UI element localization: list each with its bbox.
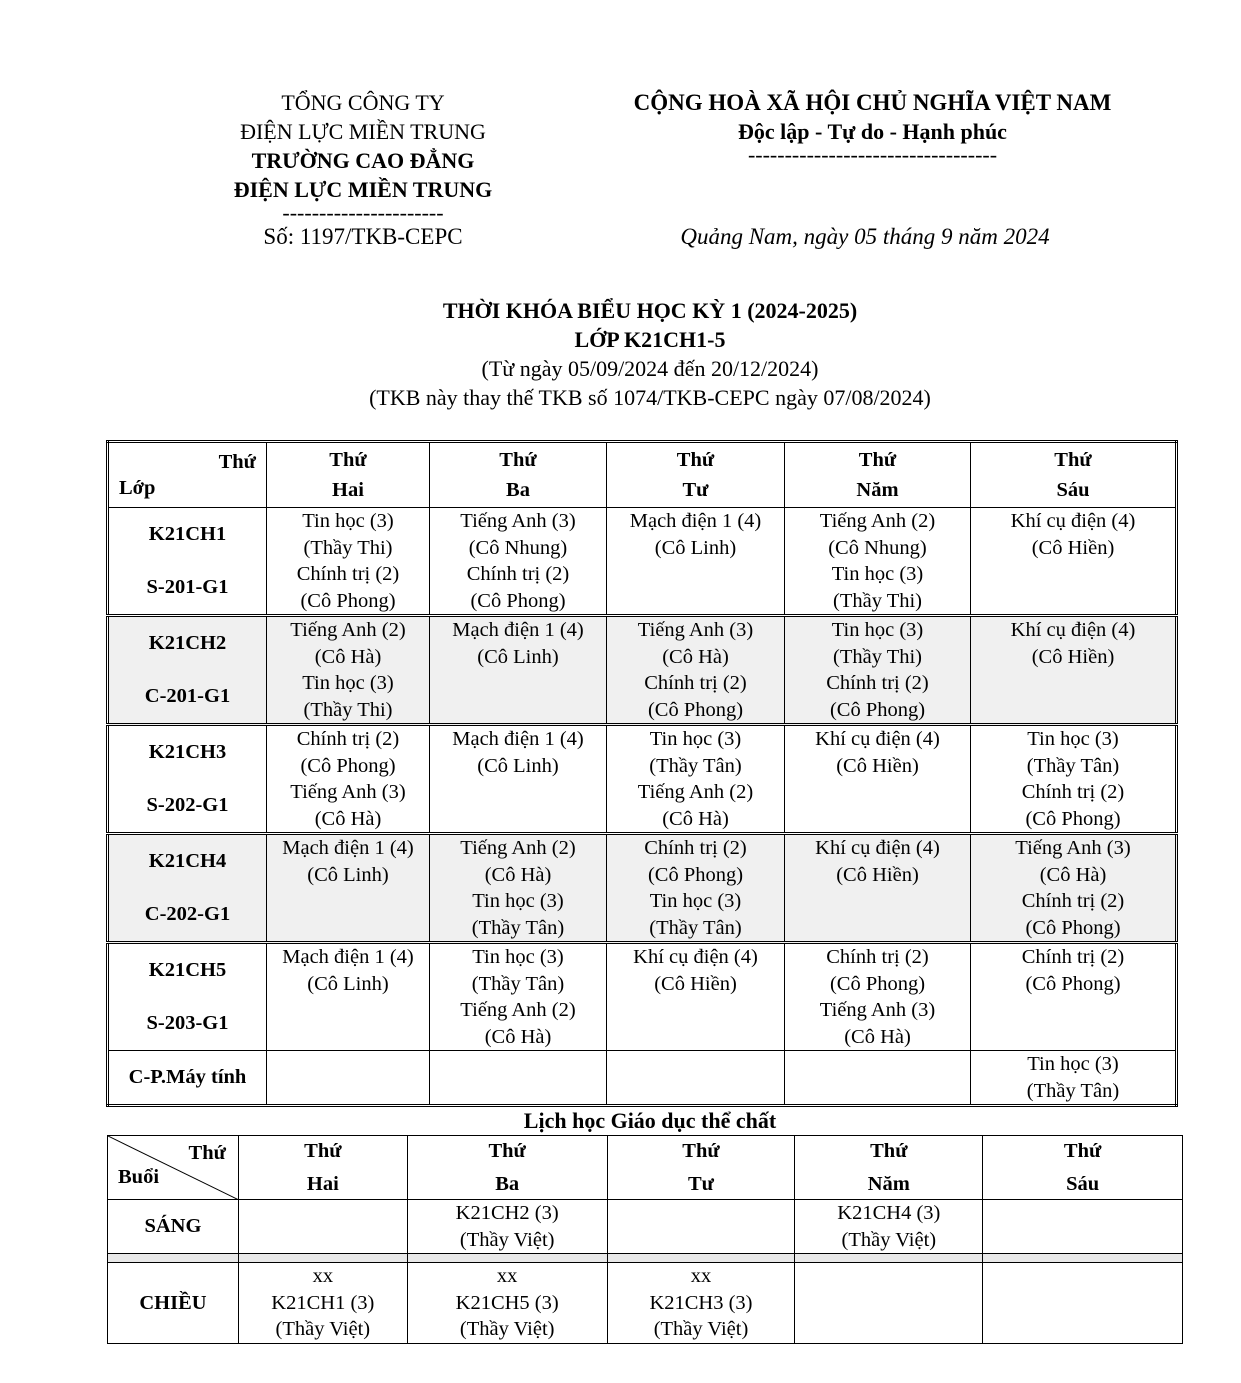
lesson-line: Mạch điện 1 (4) bbox=[452, 619, 584, 641]
class-name: K21CH1 bbox=[148, 523, 227, 545]
lesson-line: Tiếng Anh (3) bbox=[819, 999, 936, 1021]
lesson-line: (Cô Hà) bbox=[844, 1025, 911, 1048]
lesson-cell bbox=[971, 725, 1177, 834]
document-title bbox=[100, 296, 1200, 412]
pe-corner-thu: Thứ bbox=[188, 1142, 226, 1164]
lesson-line: Chính trị (2) bbox=[1021, 946, 1125, 968]
pe-corner-buoi: Buổi bbox=[118, 1166, 160, 1188]
pe-afternoon-cell: xx K21CH5 (3) (Thầy Việt) bbox=[407, 1263, 607, 1344]
lesson-line: (Cô Phong) bbox=[647, 863, 744, 886]
lesson-line: (Cô Nhung) bbox=[828, 536, 927, 559]
lesson-line: (Thầy Tân) bbox=[471, 972, 565, 995]
header-nation bbox=[590, 88, 1155, 167]
lesson-cell bbox=[785, 508, 971, 616]
lesson-line: (Cô Hà) bbox=[314, 807, 382, 830]
lesson-line: Tiếng Anh (2) bbox=[460, 999, 576, 1021]
class-room: S-202-G1 bbox=[146, 794, 229, 816]
lesson-line: (Thầy Thi) bbox=[303, 698, 393, 721]
lesson-line: Khí cụ điện (4) bbox=[633, 946, 758, 968]
lesson-line: (Cô Hà) bbox=[1039, 863, 1107, 886]
computer-room-row bbox=[108, 1051, 1177, 1106]
lesson-line: Khí cụ điện (4) bbox=[815, 728, 940, 750]
lesson-line: Mạch điện 1 (4) bbox=[282, 837, 414, 859]
org-line-3: TRƯỜNG CAO ĐẲNG bbox=[251, 148, 475, 173]
pe-morning-cell: K21CH4 (3) (Thầy Việt) bbox=[795, 1200, 983, 1254]
lesson-line: Tiếng Anh (2) bbox=[637, 781, 754, 803]
lesson-line: (Thầy Tân) bbox=[471, 916, 565, 939]
lesson-cell bbox=[785, 616, 971, 725]
class-name-cell bbox=[108, 943, 267, 1051]
org-line-2: ĐIỆN LỰC MIỀN TRUNG bbox=[240, 119, 486, 144]
lesson-line: Chính trị (2) bbox=[826, 946, 929, 968]
lesson-cell bbox=[607, 508, 785, 616]
pe-afternoon-label: CHIỀU bbox=[108, 1263, 239, 1344]
lesson-line: (Cô Linh) bbox=[477, 754, 559, 777]
lesson-line: Chính trị (2) bbox=[296, 728, 400, 750]
pe-afternoon-cell bbox=[795, 1263, 983, 1344]
lesson-cell bbox=[607, 616, 785, 725]
lesson-cell bbox=[785, 1051, 971, 1106]
lesson-line: (Thầy Thi) bbox=[303, 536, 393, 559]
lesson-cell bbox=[430, 943, 607, 1051]
org-line-4: ĐIỆN LỰC MIỀN TRUNG bbox=[233, 177, 493, 202]
lesson-line: Tin học (3) bbox=[302, 510, 394, 532]
lesson-line: Tiếng Anh (2) bbox=[290, 619, 406, 641]
pe-separator bbox=[108, 1254, 1183, 1263]
lesson-line: Tin học (3) bbox=[1027, 1053, 1119, 1075]
lesson-cell bbox=[971, 508, 1177, 616]
lesson-line: (Cô Hà) bbox=[314, 645, 382, 668]
lesson-line: Khí cụ điện (4) bbox=[815, 837, 940, 859]
lesson-cell bbox=[971, 834, 1177, 943]
pe-morning-cell bbox=[983, 1200, 1183, 1254]
class-room: S-201-G1 bbox=[146, 576, 229, 598]
lesson-cell bbox=[430, 616, 607, 725]
lesson-line: Tin học (3) bbox=[302, 672, 394, 694]
lesson-line: Tin học (3) bbox=[472, 946, 564, 968]
lesson-cell bbox=[430, 725, 607, 834]
class-room: S-203-G1 bbox=[146, 1012, 229, 1034]
pe-afternoon-cell: xx K21CH1 (3) (Thầy Việt) bbox=[238, 1263, 407, 1344]
class-row bbox=[108, 943, 1177, 1051]
day-header: Thứ Ba bbox=[430, 442, 607, 508]
lesson-cell bbox=[267, 725, 430, 834]
lesson-cell bbox=[267, 508, 430, 616]
day-header: Thứ Năm bbox=[785, 442, 971, 508]
lesson-line: Tiếng Anh (3) bbox=[460, 510, 576, 532]
lesson-line: (Cô Linh) bbox=[307, 972, 389, 995]
corner-thu: Thứ bbox=[218, 451, 256, 473]
pe-morning-cell bbox=[238, 1200, 407, 1254]
lesson-line: Tin học (3) bbox=[649, 728, 742, 750]
class-room: C-201-G1 bbox=[144, 685, 231, 707]
corner-lop: Lớp bbox=[119, 477, 156, 499]
lesson-line: (Thầy Tân) bbox=[649, 754, 742, 777]
lesson-cell bbox=[267, 834, 430, 943]
title-line-1: THỜI KHÓA BIỂU HỌC KỲ 1 (2024-2025) bbox=[442, 298, 858, 323]
pe-day-header: Thứ Sáu bbox=[983, 1136, 1183, 1200]
doc-number: Số: 1197/TKB-CEPC bbox=[263, 224, 463, 249]
title-line-2: LỚP K21CH1-5 bbox=[574, 327, 726, 352]
day-header: Thứ Hai bbox=[267, 442, 430, 508]
lesson-line: Tiếng Anh (3) bbox=[290, 781, 406, 803]
lesson-line: (Cô Phong) bbox=[1025, 807, 1121, 830]
lesson-cell bbox=[607, 943, 785, 1051]
lesson-line: Tin học (3) bbox=[472, 890, 564, 912]
lesson-cell bbox=[785, 943, 971, 1051]
lesson-line: (Cô Hà) bbox=[662, 645, 729, 668]
lesson-line: (Cô Hà) bbox=[484, 863, 552, 886]
class-name-cell bbox=[108, 616, 267, 725]
pe-timetable bbox=[107, 1135, 1183, 1344]
lesson-line: (Cô Linh) bbox=[477, 645, 559, 668]
lesson-line: Tin học (3) bbox=[649, 890, 742, 912]
lesson-line: Chính trị (2) bbox=[644, 837, 747, 859]
class-name-cell bbox=[108, 834, 267, 943]
lesson-line: Chính trị (2) bbox=[466, 563, 570, 585]
pe-day-header: Thứ Ba bbox=[407, 1136, 607, 1200]
lesson-cell bbox=[267, 616, 430, 725]
lesson-line: (Cô Hiền) bbox=[654, 972, 737, 995]
lesson-cell bbox=[785, 725, 971, 834]
lesson-line: Tiếng Anh (3) bbox=[1015, 837, 1131, 859]
lesson-line: (Cô Hiền) bbox=[836, 754, 919, 777]
lesson-line: Tiếng Anh (2) bbox=[819, 510, 936, 532]
lesson-line: (Cô Hiền) bbox=[1031, 536, 1115, 559]
pe-day-header: Thứ Tư bbox=[607, 1136, 795, 1200]
lesson-cell bbox=[430, 508, 607, 616]
pe-morning-cell bbox=[607, 1200, 795, 1254]
lesson-line: (Cô Phong) bbox=[1025, 972, 1121, 995]
nation-divider: ---------------------------------- bbox=[747, 142, 998, 167]
class-name-cell bbox=[108, 725, 267, 834]
pe-afternoon-cell: xx K21CH3 (3) (Thầy Việt) bbox=[607, 1263, 795, 1344]
lesson-line: Chính trị (2) bbox=[1021, 781, 1125, 803]
lesson-cell bbox=[607, 834, 785, 943]
lesson-line: (Cô Phong) bbox=[470, 589, 566, 612]
lesson-cell bbox=[607, 725, 785, 834]
lesson-line: (Thầy Thi) bbox=[833, 645, 922, 668]
issue-date: Quảng Nam, ngày 05 tháng 9 năm 2024 bbox=[680, 224, 1050, 249]
lesson-line: (Thầy Thi) bbox=[833, 589, 922, 612]
lesson-line: Tiếng Anh (2) bbox=[460, 837, 576, 859]
lesson-cell bbox=[607, 1051, 785, 1106]
class-row bbox=[108, 616, 1177, 725]
lesson-line: (Cô Hiền) bbox=[1031, 645, 1115, 668]
lesson-line: (Cô Phong) bbox=[829, 698, 926, 721]
lesson-line: (Cô Phong) bbox=[647, 698, 744, 721]
class-row bbox=[108, 508, 1177, 616]
class-name: K21CH5 bbox=[148, 959, 227, 981]
lesson-cell bbox=[267, 943, 430, 1051]
timetable-corner bbox=[108, 442, 267, 508]
lesson-cell bbox=[430, 834, 607, 943]
lesson-cell bbox=[785, 834, 971, 943]
class-room: C-202-G1 bbox=[144, 903, 231, 925]
lesson-line: (Thầy Tân) bbox=[1026, 1079, 1120, 1102]
lesson-cell bbox=[430, 1051, 607, 1106]
pe-corner bbox=[108, 1136, 239, 1200]
lesson-line: Khí cụ điện (4) bbox=[1010, 510, 1136, 532]
lesson-line: (Cô Phong) bbox=[829, 972, 926, 995]
pe-morning-label: SÁNG bbox=[108, 1200, 239, 1254]
class-row bbox=[108, 834, 1177, 943]
lesson-line: (Cô Phong) bbox=[1025, 916, 1121, 939]
lesson-line: Tin học (3) bbox=[1027, 728, 1119, 750]
pe-morning-cell: K21CH2 (3) (Thầy Việt) bbox=[407, 1200, 607, 1254]
lesson-line: (Cô Phong) bbox=[300, 754, 396, 777]
class-row bbox=[108, 725, 1177, 834]
lesson-line: (Cô Hiền) bbox=[836, 863, 919, 886]
lesson-cell bbox=[971, 616, 1177, 725]
lesson-cell bbox=[971, 943, 1177, 1051]
lesson-line: Chính trị (2) bbox=[644, 672, 747, 694]
nation-line-1: CỘNG HOÀ XÃ HỘI CHỦ NGHĨA VIỆT NAM bbox=[633, 90, 1112, 115]
day-header: Thứ Sáu bbox=[971, 442, 1177, 508]
header-organization bbox=[190, 88, 536, 225]
nation-line-2: Độc lập - Tự do - Hạnh phúc bbox=[738, 119, 1007, 144]
pe-day-header: Thứ Năm bbox=[795, 1136, 983, 1200]
room-name: C-P.Máy tính bbox=[108, 1051, 267, 1106]
org-divider: ---------------------- bbox=[282, 200, 444, 225]
lesson-line: Khí cụ điện (4) bbox=[1010, 619, 1136, 641]
class-name: K21CH2 bbox=[148, 632, 227, 654]
lesson-line: Mạch điện 1 (4) bbox=[452, 728, 584, 750]
lesson-line: (Cô Nhung) bbox=[468, 536, 568, 559]
lesson-line: (Cô Phong) bbox=[300, 589, 396, 612]
lesson-line: (Cô Linh) bbox=[654, 536, 737, 559]
class-name-cell bbox=[108, 508, 267, 616]
lesson-line: Tin học (3) bbox=[831, 619, 924, 641]
timetable bbox=[106, 440, 1178, 1107]
lesson-line: (Cô Hà) bbox=[662, 807, 729, 830]
day-header: Thứ Tư bbox=[607, 442, 785, 508]
lesson-line: Chính trị (2) bbox=[826, 672, 929, 694]
class-name: K21CH3 bbox=[148, 741, 227, 763]
lesson-line: (Thầy Tân) bbox=[649, 916, 742, 939]
title-line-3: (Từ ngày 05/09/2024 đến 20/12/2024) bbox=[481, 356, 819, 381]
title-line-4: (TKB này thay thế TKB số 1074/TKB-CEPC ngày 07/08/2024) bbox=[369, 385, 931, 410]
lesson-line: Tin học (3) bbox=[831, 563, 924, 585]
lesson-cell bbox=[267, 1051, 430, 1106]
lesson-line: Chính trị (2) bbox=[1021, 890, 1125, 912]
lesson-line: Mạch điện 1 (4) bbox=[282, 946, 414, 968]
lesson-cell bbox=[971, 1051, 1177, 1106]
lesson-line: (Cô Hà) bbox=[484, 1025, 552, 1048]
pe-afternoon-cell bbox=[983, 1263, 1183, 1344]
pe-day-header: Thứ Hai bbox=[238, 1136, 407, 1200]
lesson-line: Chính trị (2) bbox=[296, 563, 400, 585]
class-name: K21CH4 bbox=[148, 850, 227, 872]
pe-title: Lịch học Giáo dục thể chất bbox=[523, 1108, 777, 1133]
lesson-line: (Cô Linh) bbox=[307, 863, 389, 886]
lesson-line: (Thầy Tân) bbox=[1026, 754, 1120, 777]
org-line-1: TỔNG CÔNG TY bbox=[281, 90, 445, 115]
lesson-line: Tiếng Anh (3) bbox=[637, 619, 754, 641]
lesson-line: Mạch điện 1 (4) bbox=[629, 510, 762, 532]
